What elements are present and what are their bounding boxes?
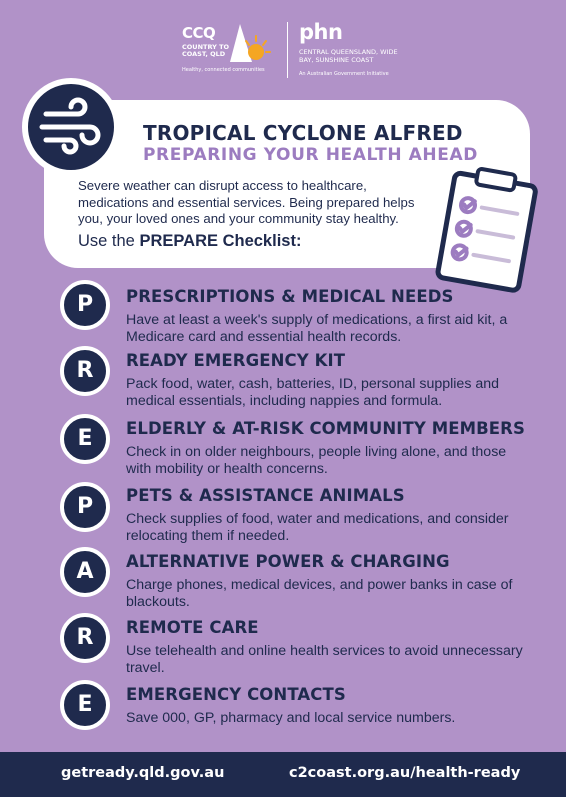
phn-logo [299,20,409,80]
item-description: Use telehealth and online health services to avoid unnecessary travel. [126,643,523,676]
intro-text: Severe weather can disrupt access to healthcare, medications and essential services. Being prepared helps you, your loved ones and your community stay healthy. [78,178,415,226]
checklist-heading-bold: PREPARE Checklist: [139,232,302,250]
item-title: ELDERLY & AT-RISK COMMUNITY MEMBERS [126,419,525,438]
letter-badge: P [60,482,110,532]
ccq-logo-tagline: Healthy, connected communities [182,67,265,73]
letter-badge: E [60,680,110,730]
letter-badge: R [60,613,110,663]
item-title: PRESCRIPTIONS & MEDICAL NEEDS [126,287,454,306]
item-title: REMOTE CARE [126,618,259,637]
clipboard-icon [432,165,544,295]
wind-badge [22,78,120,176]
ccq-logo-subtitle: COUNTRY TO COAST, QLD [182,43,230,58]
footer-bar [0,752,566,797]
ccq-logo-name: CCQ [182,24,216,42]
letter-badge: A [60,547,110,597]
ccq-logo [180,22,284,80]
phn-logo-tagline: An Australian Government Initiative [299,71,389,77]
item-description: Charge phones, medical devices, and power banks in case of blackouts. [126,577,513,610]
letter-badge: P [60,280,110,330]
phn-logo-name: phn [299,20,343,44]
page-subtitle: PREPARING YOUR HEALTH AHEAD [143,145,478,165]
sunrise-icon [226,22,272,66]
item-title: EMERGENCY CONTACTS [126,685,346,704]
page-title: TROPICAL CYCLONE ALFRED [143,121,463,145]
item-description: Check in on older neighbours, people living alone, and those with mobility or health concerns. [126,444,507,477]
wind-icon [28,84,114,170]
item-title: PETS & ASSISTANCE ANIMALS [126,486,405,505]
letter-badge: E [60,414,110,464]
item-description: Check supplies of food, water and medications, and consider relocating them if needed. [126,511,509,544]
footer-link-getready[interactable]: getready.qld.gov.au [61,765,225,781]
logo-divider [287,22,288,78]
checklist-heading-prefix: Use the [78,232,140,250]
phn-logo-subtitle: CENTRAL QUEENSLAND, WIDE BAY, SUNSHINE COAST [299,48,398,64]
footer-link-c2coast[interactable]: c2coast.org.au/health-ready [289,765,521,781]
checklist-heading [78,232,301,251]
item-title: ALTERNATIVE POWER & CHARGING [126,552,450,571]
item-description: Have at least a week's supply of medications, a first aid kit, a Medicare card and essential health records. [126,312,508,345]
item-description: Save 000, GP, pharmacy and local service numbers. [126,710,456,726]
letter-badge: R [60,346,110,396]
item-title: READY EMERGENCY KIT [126,351,346,370]
item-description: Pack food, water, cash, batteries, ID, personal supplies and medical essentials, including nappies and formula. [126,376,500,409]
